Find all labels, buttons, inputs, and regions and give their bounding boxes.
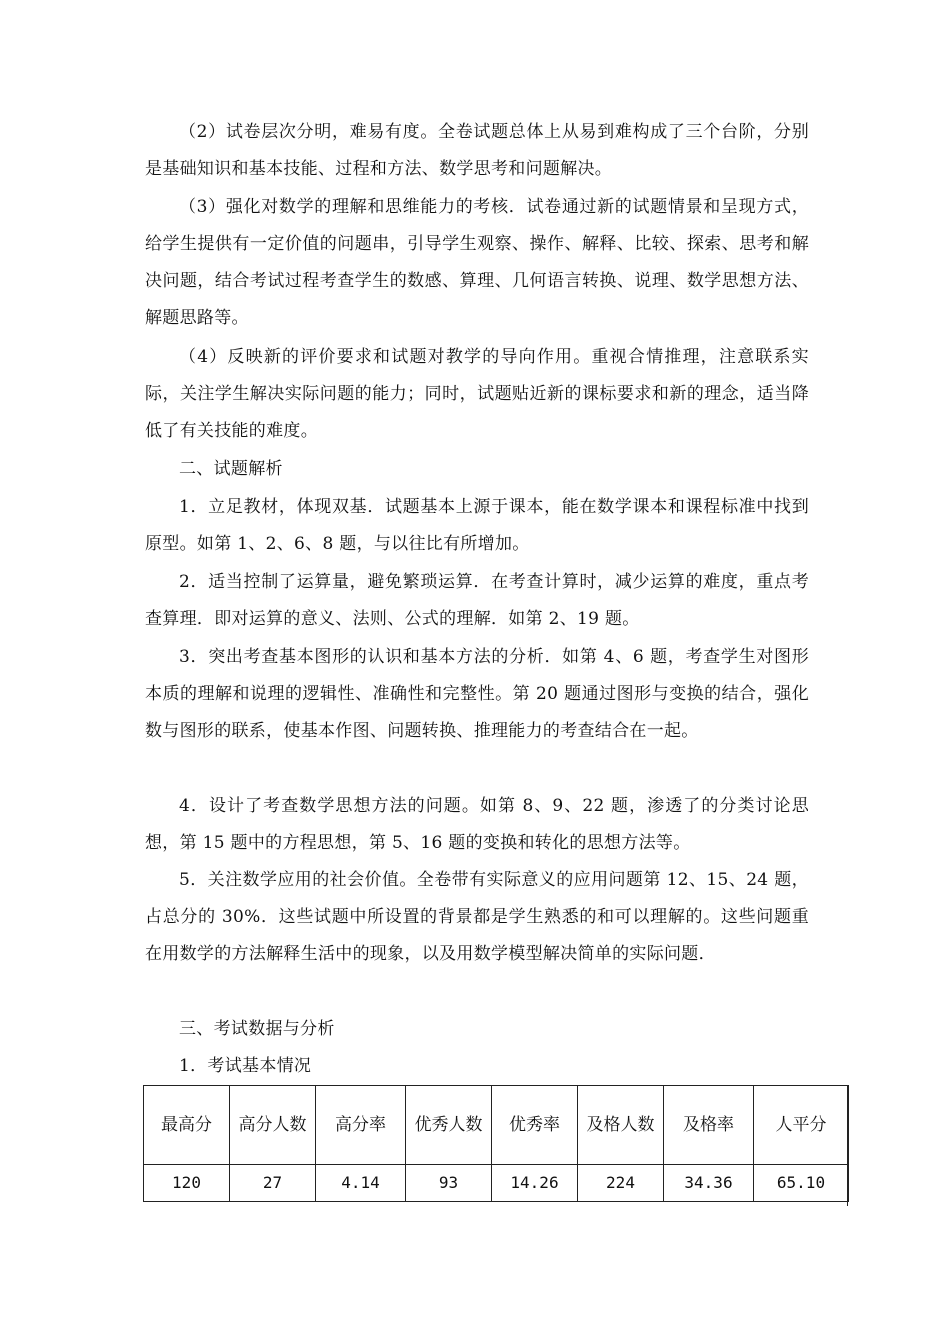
table-row — [144, 1165, 849, 1202]
value-cell: 65.10 — [754, 1165, 849, 1202]
paragraph-understanding-thinking: （3）强化对数学的理解和思维能力的考核．试卷通过新的试题情景和呈现方式，给学生提供有一定价值的问题串，引导学生观察、操作、解释、比较、探索、思考和解决问题，结合考试过程考查学生的数感、算理、几何语言转换、说理、数学思想方法、解题思路等。 — [145, 197, 809, 328]
table-right-border — [847, 1085, 848, 1206]
section-heading-analysis: 二、试题解析 — [179, 459, 283, 479]
paragraph-exam-levels: （2）试卷层次分明，难易有度。全卷试题总体上从易到难构成了三个台阶，分别是基础知识和基本技能、过程和方法、数学思考和问题解决。 — [145, 122, 809, 179]
header-cell: 人平分 — [754, 1086, 849, 1165]
value-cell: 224 — [578, 1165, 664, 1202]
value-cell: 14.26 — [492, 1165, 578, 1202]
header-cell: 优秀人数 — [406, 1086, 492, 1165]
paragraph-item-1: 1．立足教材，体现双基．试题基本上源于课本，能在数学课本和课程标准中找到原型。如第 1、2、6、8 题，与以往比有所增加。 — [145, 497, 809, 554]
paragraph-item-5: 5．关注数学应用的社会价值。全卷带有实际意义的应用问题第 12、15、24 题，占总分的 30%．这些试题中所设置的背景都是学生熟悉的和可以理解的。这些问题重在用数学的方法解释生活中的现象，以及用数学模型解决简单的实际问题． — [145, 870, 809, 964]
value-cell: 27 — [230, 1165, 316, 1202]
header-cell: 及格率 — [664, 1086, 754, 1165]
paragraph-item-3: 3．突出考查基本图形的认识和基本方法的分析．如第 4、6 题，考查学生对图形本质的理解和说理的逻辑性、准确性和完整性。第 20 题通过图形与变换的结合，强化数与图形的联系，使基本作图、问题转换、推理能力的考查结合在一起。 — [145, 647, 809, 741]
value-cell: 93 — [406, 1165, 492, 1202]
value-cell: 34.36 — [664, 1165, 754, 1202]
header-cell: 高分人数 — [230, 1086, 316, 1165]
paragraph-evaluation-guidance: （4）反映新的评价要求和试题对教学的导向作用。重视合情推理，注意联系实际，关注学生解决实际问题的能力；同时，试题贴近新的课标要求和新的理念，适当降低了有关技能的难度。 — [145, 347, 809, 441]
header-cell: 高分率 — [316, 1086, 406, 1165]
header-cell: 最高分 — [144, 1086, 230, 1165]
paragraph-item-4: 4．设计了考查数学思想方法的问题。如第 8、9、22 题，渗透了的分类讨论思想，第 15 题中的方程思想，第 5、16 题的变换和转化的思想方法等。 — [145, 796, 809, 853]
exam-stats-table — [143, 1085, 849, 1202]
paragraph-item-2: 2．适当控制了运算量，避免繁琐运算．在考查计算时，减少运算的难度，重点考查算理．即对运算的意义、法则、公式的理解．如第 2、19 题。 — [145, 572, 809, 629]
table-header-row — [144, 1086, 849, 1165]
header-cell: 优秀率 — [492, 1086, 578, 1165]
section-heading-data: 三、考试数据与分析 — [179, 1019, 335, 1039]
header-cell: 及格人数 — [578, 1086, 664, 1165]
value-cell: 4.14 — [316, 1165, 406, 1202]
value-cell: 120 — [144, 1165, 230, 1202]
subsection-heading-basic: 1．考试基本情况 — [179, 1056, 312, 1076]
